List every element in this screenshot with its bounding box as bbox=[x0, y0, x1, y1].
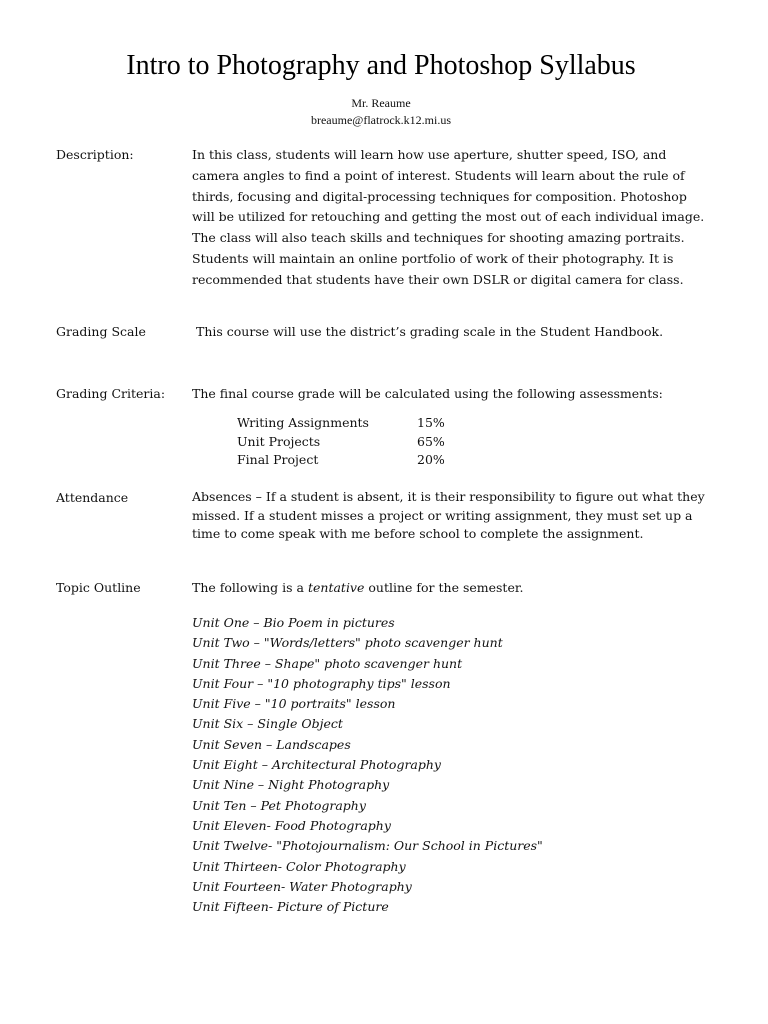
topic-outline-intro-start: The following is a bbox=[192, 580, 308, 595]
grade-item-name: Final Project bbox=[237, 452, 319, 467]
grade-item-percent: 20% bbox=[417, 452, 445, 467]
attendance-line: missed. If a student misses a project or writing assignment, they must set up a bbox=[192, 507, 693, 523]
grading-scale-label: Grading Scale bbox=[56, 324, 146, 339]
grade-item-percent: 65% bbox=[417, 433, 445, 449]
topic-outline-label: Topic Outline bbox=[56, 580, 141, 595]
unit-list bbox=[192, 613, 543, 917]
description-line: In this class, students will learn how use aperture, shutter speed, ISO, and bbox=[192, 147, 667, 162]
description-text bbox=[192, 145, 712, 291]
unit-item: Unit Four – "10 photography tips" lesson bbox=[192, 675, 451, 691]
grade-weights-table bbox=[237, 414, 477, 470]
attendance-line: time to come speak with me before school to complete the assignment. bbox=[192, 526, 644, 541]
grade-item-name: Unit Projects bbox=[237, 433, 321, 449]
topic-outline-intro bbox=[192, 578, 712, 599]
unit-item: Unit Fourteen- Water Photography bbox=[192, 878, 412, 894]
unit-item: Unit Seven – Landscapes bbox=[192, 736, 351, 752]
topic-outline-intro-emphasis: tentative bbox=[307, 580, 365, 595]
description-line: Students will maintain an online portfolio of work of their photography. It is bbox=[192, 250, 674, 266]
author-name: Mr. Reaume bbox=[351, 96, 411, 110]
unit-item: Unit Ten – Pet Photography bbox=[192, 797, 366, 813]
grade-item-percent: 15% bbox=[417, 415, 445, 430]
author-email: breaume@flatrock.k12.mi.us bbox=[310, 113, 451, 127]
description-line: The class will also teach skills and techniques for shooting amazing portraits. bbox=[192, 230, 685, 246]
unit-item: Unit Thirteen- Color Photography bbox=[192, 858, 406, 874]
description-label: Description: bbox=[56, 147, 134, 162]
description-line: camera angles to find a point of interest. Students will learn about the rule of bbox=[192, 167, 685, 183]
attendance-label: Attendance bbox=[56, 490, 129, 505]
unit-item: Unit One – Bio Poem in pictures bbox=[192, 615, 395, 630]
unit-item: Unit Fifteen- Picture of Picture bbox=[192, 899, 389, 915]
grading-criteria-label: Grading Criteria: bbox=[56, 386, 166, 401]
description-line: thirds, focusing and digital-processing techniques for composition. Photoshop bbox=[192, 188, 687, 204]
grade-item-name: Writing Assignments bbox=[237, 415, 369, 430]
page-title: Intro to Photography and Photoshop Syllabus bbox=[126, 50, 636, 81]
grade-row bbox=[237, 451, 477, 470]
unit-item: Unit Eleven- Food Photography bbox=[192, 817, 391, 833]
unit-item: Unit Twelve- "Photojournalism: Our School in Pictures" bbox=[192, 838, 543, 854]
grading-criteria-text: The final course grade will be calculated using the following assessments: bbox=[192, 386, 663, 401]
unit-item: Unit Two – "Words/letters" photo scavenger hunt bbox=[192, 635, 503, 651]
unit-item: Unit Three – Shape" photo scavenger hunt bbox=[192, 655, 463, 671]
description-line: will be utilized for retouching and getting the most out of each individual image. bbox=[192, 209, 705, 225]
unit-item: Unit Five – "10 portraits" lesson bbox=[192, 696, 396, 712]
description-line: recommended that students have their own DSLR or digital camera for class. bbox=[192, 271, 684, 287]
unit-item: Unit Six – Single Object bbox=[192, 716, 343, 732]
attendance-line: Absences – If a student is absent, it is their responsibility to figure out what they bbox=[192, 489, 705, 504]
unit-item: Unit Nine – Night Photography bbox=[192, 777, 390, 793]
grade-row bbox=[237, 433, 477, 452]
grade-row bbox=[237, 414, 477, 433]
grading-scale-text: This course will use the district’s grading scale in the Student Handbook. bbox=[196, 324, 664, 339]
unit-item: Unit Eight – Architectural Photography bbox=[192, 757, 441, 773]
attendance-text bbox=[192, 488, 712, 544]
topic-outline-intro-end: outline for the semester. bbox=[364, 580, 524, 595]
